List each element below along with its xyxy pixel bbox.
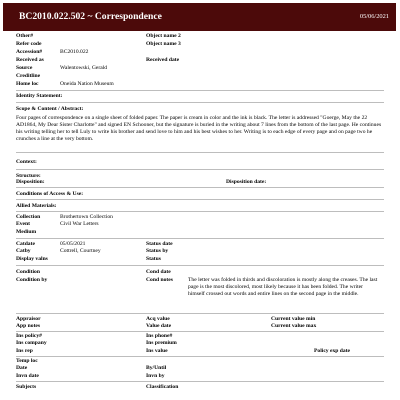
allied-label: Allied Materials: xyxy=(16,203,57,209)
status-by-label: Status by xyxy=(146,248,169,254)
catby-value: Cottrell, Courtney xyxy=(60,248,101,254)
disposition-date-label: Disposition date: xyxy=(226,179,267,185)
identity-label: Identity Statement: xyxy=(16,93,63,99)
refer-code-label: Refer code xyxy=(16,41,42,47)
condition-label: Condition xyxy=(16,269,40,275)
current-value-min-label: Current value min xyxy=(271,316,316,322)
status-label: Status xyxy=(146,256,161,262)
ins-phone-label: Ins phone# xyxy=(146,333,173,339)
scope-label: Scope & Content / Abstract: xyxy=(16,106,84,112)
event-value: Civil War Letters xyxy=(60,221,99,227)
subjects-label: Subjects xyxy=(16,384,37,390)
accession-label: Accession# xyxy=(16,49,43,55)
ins-company-label: Ins company xyxy=(16,340,47,346)
temp-loc-label: Temp loc xyxy=(16,358,38,364)
accession-value: BC2010.022 xyxy=(60,49,89,55)
status-date-label: Status date xyxy=(146,241,173,247)
record-title: BC2010.022.502 ~ Correspondence xyxy=(19,11,162,22)
source-value: Walentowski, Gerald xyxy=(60,65,108,71)
scope-text: Four pages of correspondence on a single sheet of folded paper. The paper is cream in color and the ink is black. The letter is addressed "Goerge, May the 22 AD1864, My Dear Sister Charlotte" and signed EN Schooner, but the signature is buried in the writing about 7 lines from the bottom of the last page. He continues his writing telling her to tell Luly to write his brother and send love to him and his best wishes to her. Writing is to each edge of every page and on page two he crunches a line at the very bottom. xyxy=(16,114,382,142)
invn-date-label: Invn date xyxy=(16,373,39,379)
catalog-record xyxy=(16,33,384,391)
ins-policy-label: Ins policy# xyxy=(16,333,42,339)
value-date-label: Value date xyxy=(146,323,172,329)
condition-section xyxy=(16,266,384,314)
source-label: Source xyxy=(16,65,33,71)
record-date: 05/06/2021 xyxy=(359,13,389,20)
object-name3-label: Object name 3 xyxy=(146,41,181,47)
acq-value-label: Acq value xyxy=(146,316,170,322)
cond-date-label: Cond date xyxy=(146,269,171,275)
home-loc-value: Oneida Nation Museum xyxy=(60,81,114,87)
ins-rep-label: Ins rep xyxy=(16,348,33,354)
event-label: Event xyxy=(16,221,30,227)
scope-section xyxy=(16,103,384,153)
structure-label: Structure: xyxy=(16,173,41,179)
conditions-label: Conditions of Access & Use: xyxy=(16,191,84,197)
object-name2-label: Object name 2 xyxy=(146,33,181,39)
appraisor-label: Appraisor xyxy=(16,316,41,322)
catby-label: Catby xyxy=(16,248,31,254)
cond-notes-value: The letter was folded in thirds and discoloration is mostly along the creases. The last page is the most discolored, most likely because it has been folded. The writer himself crossed out words and entire lines on the second page in the middle. xyxy=(188,277,378,297)
catdate-value: 05/05/2021 xyxy=(60,241,86,247)
disposition-label: Disposition: xyxy=(16,179,45,185)
other-label: Other# xyxy=(16,33,34,39)
collection-value: Brothertown Collection xyxy=(60,214,113,220)
app-notes-label: App notes xyxy=(16,323,41,329)
condition-by-label: Condition by xyxy=(16,277,48,283)
creditline-label: Creditline xyxy=(16,73,41,79)
ins-premium-label: Ins premium xyxy=(146,340,177,346)
home-loc-label: Home loc xyxy=(16,81,39,87)
collection-label: Collection xyxy=(16,214,41,220)
ins-value-label: Ins value xyxy=(146,348,168,354)
date-label: Date xyxy=(16,365,28,371)
invn-by-label: Invn by xyxy=(146,373,165,379)
by-until-label: By/Until xyxy=(146,365,167,371)
record-header xyxy=(3,3,396,31)
display-valns-label: Display valns xyxy=(16,256,48,262)
cond-notes-label: Cond notes xyxy=(146,277,173,283)
current-value-max-label: Current value max xyxy=(271,323,317,329)
policy-exp-date-label: Policy exp date xyxy=(314,348,351,354)
received-date-label: Received date xyxy=(146,57,180,63)
medium-label: Medium xyxy=(16,229,37,235)
received-as-label: Received as xyxy=(16,57,44,63)
classification-label: Classification xyxy=(146,384,179,390)
context-label: Context: xyxy=(16,159,37,165)
catdate-label: Catdate xyxy=(16,241,35,247)
